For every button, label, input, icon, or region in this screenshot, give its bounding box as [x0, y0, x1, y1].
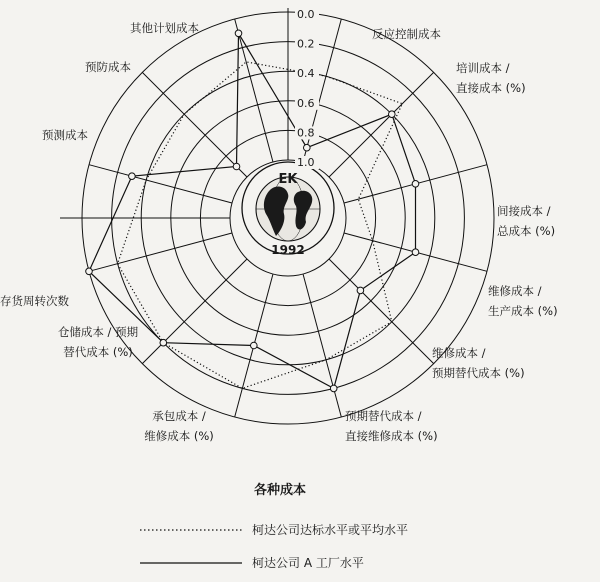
spoke-line	[89, 165, 232, 203]
series-plant-a-point	[233, 163, 240, 170]
spoke-label-line: 直接成本 (%)	[456, 81, 526, 95]
series-plant-a-point	[357, 287, 364, 294]
spoke-line	[235, 19, 273, 162]
spoke-line	[142, 259, 247, 364]
spoke-label-line: 间接成本 /	[497, 204, 551, 218]
spoke-label	[488, 284, 558, 318]
spoke-label-line: 维修成本 /	[488, 284, 542, 298]
series-plant-a-point	[412, 249, 419, 256]
spoke-label	[372, 27, 441, 41]
spoke-label	[432, 346, 525, 380]
spoke-label-line: 总成本 (%)	[497, 224, 556, 238]
spoke-label	[42, 128, 88, 142]
tick-label: 0.0	[297, 8, 315, 21]
tick-label: 0.2	[297, 37, 315, 51]
emblem-year-text: 1992	[271, 243, 305, 257]
spoke-line	[142, 72, 247, 177]
spoke-label	[456, 61, 526, 95]
series-plant-a-point	[160, 339, 167, 346]
spoke-label-line: 承包成本 /	[152, 409, 206, 423]
spoke-label-line: 预防成本	[85, 60, 131, 74]
spoke-label	[58, 325, 139, 359]
spoke-line	[89, 233, 232, 271]
tick-label: 0.4	[297, 67, 315, 81]
spoke-label-line: 预期替代成本 /	[345, 409, 422, 423]
series-plant-a-point	[86, 268, 93, 275]
tick-label: 0.8	[297, 126, 315, 140]
spoke-label	[497, 204, 555, 238]
spoke-label-line: 维修成本 /	[432, 346, 486, 360]
spoke-label	[130, 21, 199, 35]
spoke-label-line: 直接维修成本 (%)	[345, 429, 438, 443]
series-plant-a-point	[235, 30, 242, 37]
emblem-top-text: EK	[278, 172, 298, 187]
spoke-label-line: 生产成本 (%)	[488, 304, 558, 318]
series-plant-a-point	[129, 173, 136, 180]
legend-label-plant-a: 柯达公司 A 工厂水平	[252, 556, 364, 570]
tick-label: 0.6	[297, 96, 315, 110]
tick-label: 1.0	[297, 156, 315, 169]
series-plant-a-point	[251, 342, 258, 349]
spoke-line	[303, 274, 341, 417]
legend-label-average: 柯达公司达标水平或平均水平	[252, 523, 409, 537]
spoke-label-line: 预测成本	[42, 128, 88, 142]
spoke-label	[144, 409, 214, 443]
spoke-line	[329, 72, 434, 177]
spoke-label-line: 预期替代成本 (%)	[432, 366, 525, 380]
spoke-label-line: 存货周转次数	[0, 294, 69, 308]
spoke-label-line: 培训成本 /	[456, 61, 510, 75]
kodak-globe-emblem	[242, 162, 334, 257]
spoke-label-line: 维修成本 (%)	[144, 429, 214, 443]
legend	[140, 522, 408, 570]
series-plant-a-point	[330, 385, 337, 392]
spoke-label	[0, 294, 69, 308]
spoke-label	[85, 60, 131, 74]
series-plant-a-point	[304, 144, 311, 151]
spoke-label-line: 仓储成本 / 预期	[57, 325, 139, 339]
chart-title: 各种成本	[253, 483, 307, 498]
spoke-label-line: 其他计划成本	[130, 21, 199, 35]
spoke-label-line: 替代成本 (%)	[63, 345, 133, 359]
series-plant-a-point	[412, 181, 419, 188]
spoke-label	[345, 409, 438, 443]
series-plant-a-point	[389, 111, 396, 118]
spoke-label-line: 反应控制成本	[372, 27, 441, 41]
